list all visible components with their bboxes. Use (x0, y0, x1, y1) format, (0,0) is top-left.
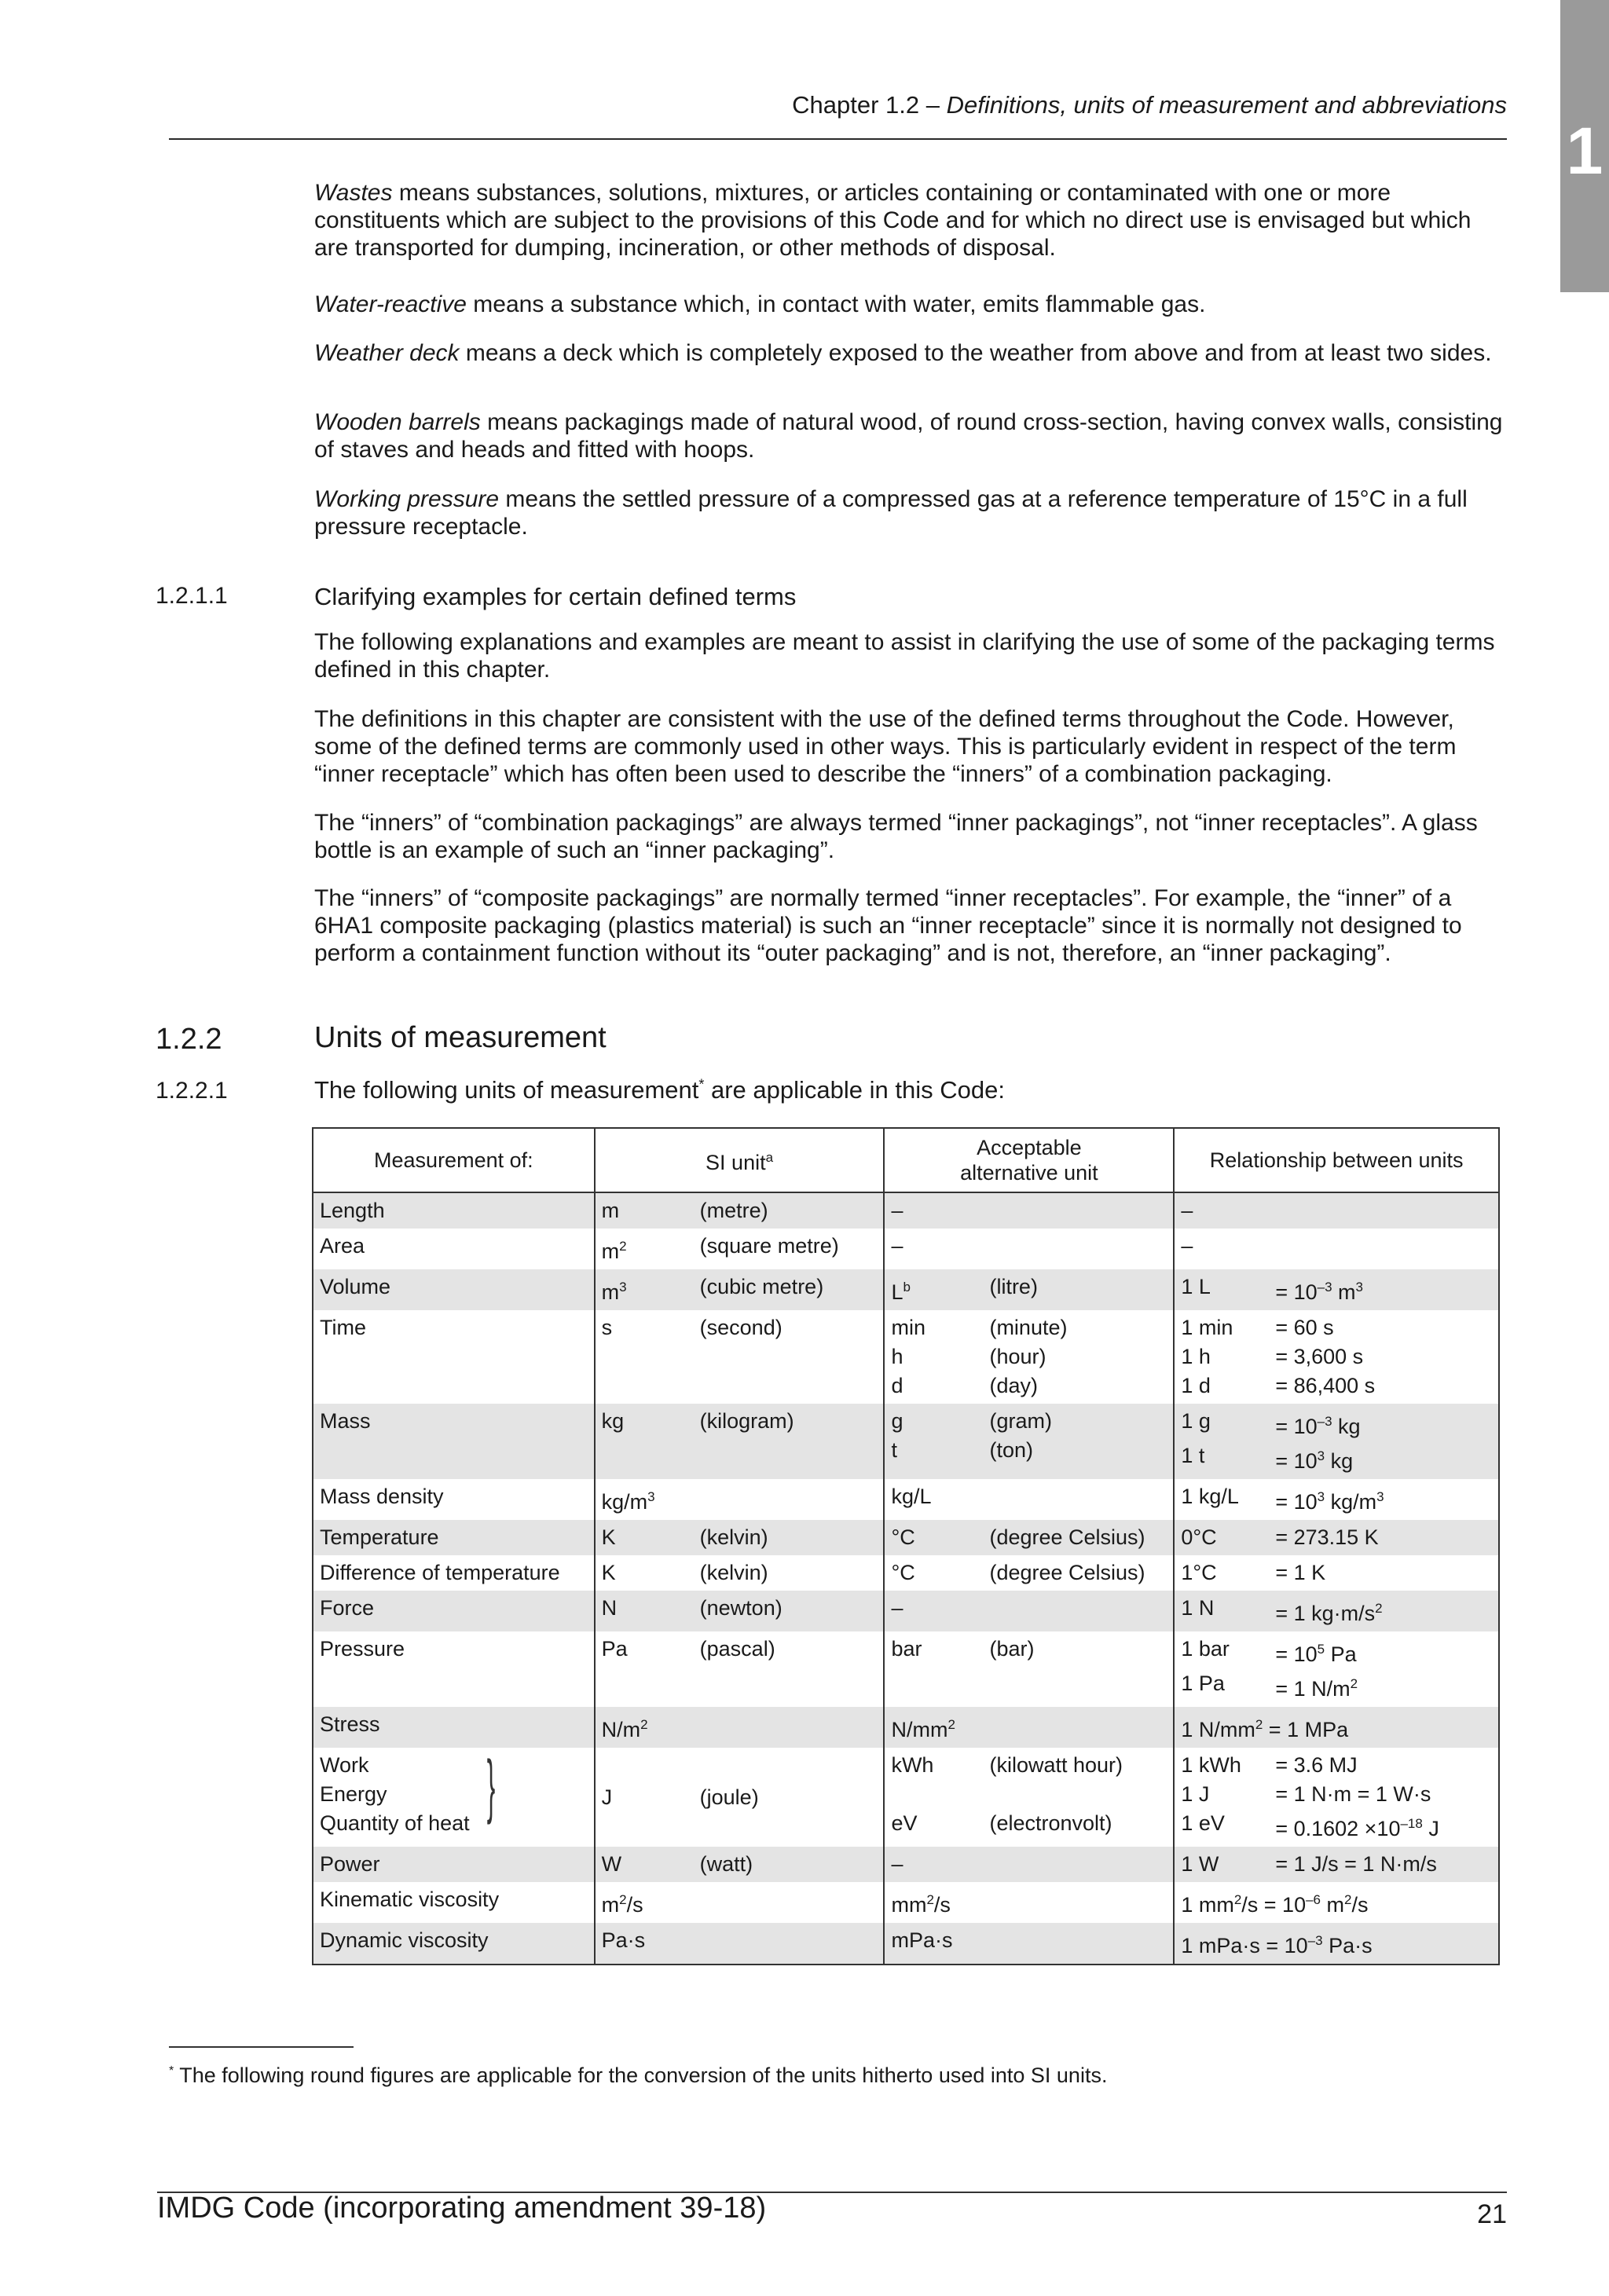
table-row: Pressure Pa (pascal) bar (bar) 1 bar = $10^5$ Pa 1 Pa = 1 $N/m^2$ (313, 1631, 1499, 1707)
paragraph-1211-1: The following explanations and examples are meant to assist in clarifying the use of some of the packaging terms defined in this chapter. (314, 629, 1495, 683)
header-rule (169, 138, 1507, 140)
paragraph-1211-3: The “inners” of “combination packagings” are always termed “inner packagings”, not “inner receptacles”. A glass bottle is an example of such an “inner packaging”. (314, 810, 1478, 863)
table-row: Mass kg (kilogram) g (gram) t (ton) 1 g = $10^{-3}$ kg 1 t = $10^3$ kg (313, 1404, 1499, 1479)
definition-wastes: Wastes means substances, solutions, mixtures, or articles containing or contaminated with one or more constituents which are subject to the provisions of this Code and for which no direct use is envisaged but which are transported for dumping, incineration, or other methods of disposal. (314, 180, 1472, 261)
section-number-1221: 1.2.2.1 (156, 1078, 228, 1104)
units-table (312, 1127, 1500, 1965)
table-row: Volume $m^3$ (cubic metre) $L^b$ (litre) 1 L = $10^{-3}$ $m^3$ (313, 1269, 1499, 1310)
section-intro-1221: The following units of measurement* are applicable in this Code: (314, 1076, 1005, 1104)
chapter-title: Definitions, units of measurement and abbreviations (946, 91, 1507, 119)
table-row: Mass density $kg/m^3$ kg/L 1 kg/L = $10^3$ $kg/m^3$ (313, 1479, 1499, 1520)
table-row: Dynamic viscosity Pa·s mPa·s 1 $mPa\cdot s = 10^{-3}$ Pa·s (313, 1923, 1499, 1965)
header-si-unit: SI unit$^a$ (595, 1128, 885, 1192)
definition-working-pressure: Working pressure means the settled pressure of a compressed gas at a reference temperature of 15°C in a full pressure receptacle. (314, 486, 1468, 540)
section-number-1211: 1.2.1.1 (156, 583, 228, 609)
paragraph-1211-2: The definitions in this chapter are consistent with the use of the defined terms throughout the Code. However, some of the defined terms are commonly used in other ways. This is particularly evident in respect of the term “inner receptacle” which has often been used to describe the “inners” of a combination packaging. (314, 706, 1457, 787)
definition-water-reactive: Water-reactive means a substance which, in contact with water, emits flammable gas. (314, 291, 1206, 317)
table-row: Power W (watt) – 1 W = 1 J/s = 1 N·m/s (313, 1847, 1499, 1882)
section-number-122: 1.2.2 (156, 1023, 222, 1056)
table-row: Length m (metre) – – (313, 1192, 1499, 1229)
table-row: Temperature K (kelvin) °C (degree Celsius) 0°C = 273.15 K (313, 1520, 1499, 1555)
definition-wooden-barrels: Wooden barrels means packagings made of natural wood, of round cross-section, having convex walls, consisting of staves and heads and fitted with hoops. (314, 409, 1503, 463)
section-heading-122: Units of measurement (314, 1021, 607, 1054)
table-row: Area $m^2$ (square metre) – – (313, 1229, 1499, 1269)
running-header (792, 91, 1507, 119)
header-relationship: Relationship between units (1174, 1128, 1499, 1192)
table-row: Force N (newton) – 1 N = 1 $kg\cdot m/s^2$ (313, 1591, 1499, 1631)
footnote: * The following round figures are applicable for the conversion of the units hitherto used into SI units. (169, 2063, 1108, 2087)
footer-title: IMDG Code (incorporating amendment 39-18) (157, 2192, 767, 2225)
table-row: Work Energy Quantity of heat } J (joule) kWh (kilowatt hour) eV (electronvolt) 1 kWh = 3.6 MJ 1 J = 1 N·m = 1 W·s 1 eV = $0.1602 \times 10^{-18}$ J (313, 1748, 1499, 1847)
paragraph-1211-4: The “inners” of “composite packagings” are normally termed “inner receptacles”. For example, the “inner” of a 6HA1 composite packaging (plastics material) is such an “inner receptacle” since it is normally not designed to perform a containment function without its “outer packaging” and is not, therefore, an “inner packaging”. (314, 885, 1462, 966)
header-alternative-unit: Acceptable alternative unit (884, 1128, 1174, 1192)
table-row: Time s (second) min (minute) h (hour) d (day) 1 min = 60 s 1 h = 3,600 s 1 d = 86,400 s (313, 1310, 1499, 1404)
table-row: Difference of temperature K (kelvin) °C (degree Celsius) 1°C = 1 K (313, 1555, 1499, 1591)
chapter-number: Chapter 1.2 – (792, 91, 940, 119)
definition-weather-deck: Weather deck means a deck which is completely exposed to the weather from above and from at least two sides. (314, 340, 1492, 366)
footnote-rule (169, 2046, 354, 2048)
chapter-tab: 1 (1560, 0, 1609, 292)
section-heading-1211: Clarifying examples for certain defined terms (314, 583, 797, 610)
brace-icon: } (486, 1747, 495, 1825)
header-measurement: Measurement of: (313, 1128, 595, 1192)
table-row: Stress $N/m^2$ $N/mm^2$ 1 $N/mm^2 = 1$ MPa (313, 1707, 1499, 1748)
page-number: 21 (1477, 2199, 1507, 2229)
table-row: Kinematic viscosity $m^2/s$ $mm^2/s$ 1 $mm^2/s = 10^{-6}$ $m^2/s$ (313, 1882, 1499, 1923)
table-header-row (313, 1128, 1499, 1192)
